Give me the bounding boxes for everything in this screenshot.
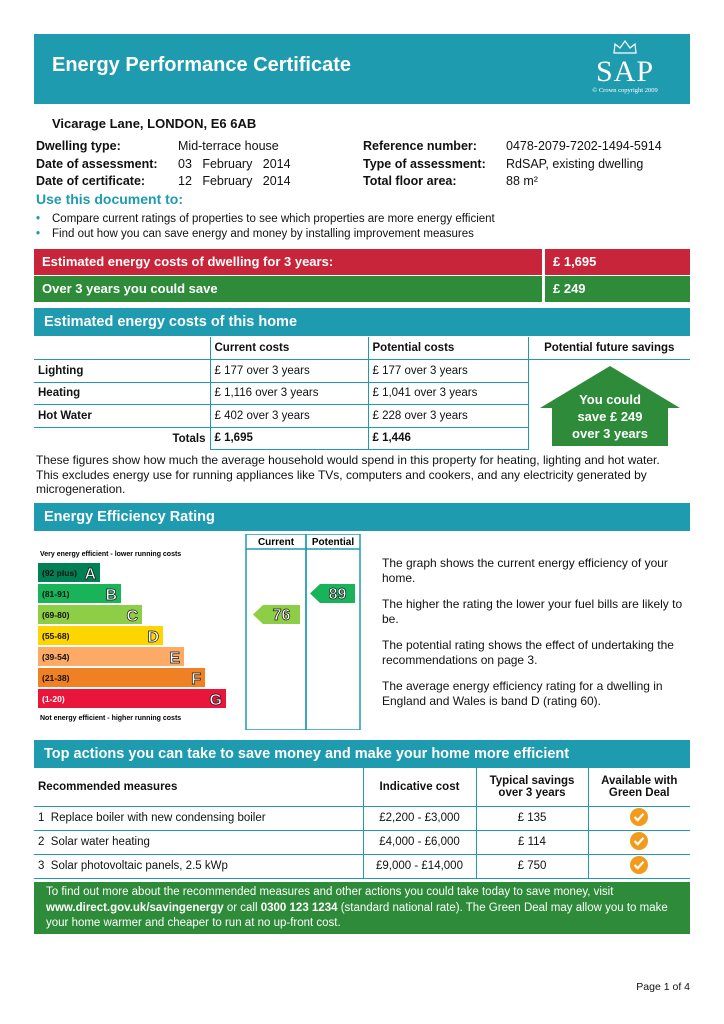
table-row: 1 Replace boiler with new condensing boiler £2,200 - £3,000 £ 135 (34, 806, 690, 830)
assessment-type-label: Type of assessment: (363, 156, 486, 171)
assessment-date-label: Date of assessment: (36, 156, 158, 171)
band-range-label: (81-91) (42, 589, 70, 599)
reference-label: Reference number: (363, 139, 477, 153)
estimated-cost-bar: Estimated energy costs of dwelling for 3 years: (34, 249, 542, 275)
phone-number: 0300 123 1234 (260, 901, 338, 914)
cost-note: These figures show how much the average household would spend in this property for heating, lighting and hot water. This excludes energy use for running appliances like TVs, computers and cookers, and any electricity generated by microgeneration. (36, 453, 660, 496)
assessment-type-value: RdSAP, existing dwelling (506, 156, 644, 171)
floor-area-label: Total floor area: (363, 174, 457, 188)
col-potential-costs: Potential costs (368, 337, 528, 360)
certificate-date-value: 12 February 2014 (178, 174, 291, 188)
table-row: Lighting £ 177 over 3 years £ 177 over 3 years (34, 360, 690, 383)
checkmark-icon (629, 807, 649, 827)
dwelling-type-label: Dwelling type: (36, 139, 121, 153)
potential-saving-bar: Over 3 years you could save (34, 276, 542, 302)
bullet-icon: • (36, 213, 41, 225)
use-document-heading: Use this document to: (36, 191, 184, 207)
property-address (36, 116, 256, 131)
energy-rating-graph (34, 534, 364, 730)
band-letter: A (84, 566, 96, 583)
col-current-costs: Current costs (210, 337, 368, 360)
table-row: 2 Solar water heating £4,000 - £6,000 £ 114 (34, 830, 690, 854)
savingenergy-link[interactable]: www.direct.gov.uk/savingenergy (46, 901, 224, 914)
savings-line-3: over 3 years (572, 426, 648, 441)
sap-logo-letters: SAP (595, 55, 655, 88)
rating-band-g (38, 689, 226, 708)
rating-chart (34, 534, 364, 730)
band-range-label: (39-54) (42, 652, 70, 662)
estimated-cost-value: £ 1,695 (545, 249, 690, 275)
table-row: Hot Water £ 402 over 3 years £ 228 over 3 years (34, 405, 690, 428)
band-letter: C (126, 608, 138, 625)
savings-line-2: save £ 249 (577, 409, 643, 424)
floor-area-value: 88 m² (506, 174, 538, 188)
reference-value: 0478-2079-7202-1494-5914 (506, 139, 662, 153)
crown-icon (612, 40, 638, 54)
reference-details (363, 138, 662, 191)
totals-row: Totals £ 1,695 £ 1,446 (34, 427, 690, 450)
dwelling-type-value: Mid-terrace house (178, 139, 279, 153)
certificate-date-label: Date of certificate: (36, 174, 146, 188)
actions-table (34, 768, 690, 879)
costs-heading: Estimated energy costs of this home (34, 308, 690, 336)
savings-house-graphic (540, 366, 680, 446)
list-item: • Compare current ratings of properties to see which properties are more energy efficient (36, 213, 495, 225)
sap-copyright: © Crown copyright 2009 (592, 87, 658, 94)
table-row: 3 Solar photovoltaic panels, 2.5 kWp £9,000 - £14,000 £ 750 (34, 854, 690, 878)
band-letter: G (209, 692, 222, 709)
rating-heading: Energy Efficiency Rating (34, 503, 690, 531)
col-typical-savings: Typical savings over 3 years (476, 768, 588, 806)
checkmark-icon (629, 831, 649, 851)
band-letter: F (191, 671, 201, 688)
col-green-deal: Available with Green Deal (588, 768, 690, 806)
band-letter: E (169, 650, 180, 667)
band-range-label: (92 plus) (42, 568, 77, 578)
table-row: Heating £ 1,116 over 3 years £ 1,041 over 3 years (34, 382, 690, 405)
potential-rating-value: 89 (328, 586, 347, 603)
page-title: Energy Performance Certificate (52, 54, 352, 76)
col-current-rating: Current (257, 537, 295, 548)
rating-bottom-label: Not energy efficient - higher running costs (40, 715, 182, 722)
rating-description: The graph shows the current energy efficiency of your home. The higher the rating the lower your fuel bills are likely to be. The potential rating shows the effect of undertaking the recommendations on page 3. The average energy efficiency rating for a dwelling in England and Wales is band D (rating 60). (382, 556, 683, 708)
page-number: Page 1 of 4 (636, 981, 690, 993)
current-rating-value: 76 (272, 607, 291, 624)
col-future-savings: Potential future savings (528, 337, 690, 360)
assessment-date-value: 03 February 2014 (178, 156, 291, 171)
col-indicative-cost: Indicative cost (363, 768, 476, 806)
checkmark-icon (629, 855, 649, 875)
band-letter: D (147, 629, 159, 646)
page-header (34, 34, 690, 104)
col-potential-rating: Potential (311, 537, 355, 548)
band-range-label: (1-20) (42, 694, 65, 704)
band-letter: B (105, 587, 117, 604)
band-range-label: (55-68) (42, 631, 70, 641)
band-range-label: (69-80) (42, 610, 70, 620)
more-info-box: To find out more about the recommended measures and other actions you could take today to save money, visit www.direct.gov.uk/savingenergy or call 0300 123 1234 (standard national rate). The Green Deal may allow you to make your home warmer and cheaper to run at no up-front cost. (34, 882, 690, 934)
list-item: • Find out how you can save energy and money by installing improvement measures (36, 228, 474, 240)
address-redaction-mark (36, 118, 52, 128)
band-range-label: (21-38) (42, 673, 70, 683)
use-document-list (36, 212, 495, 242)
address-text: Vicarage Lane, LONDON, E6 6AB (52, 116, 257, 131)
savings-line-1: You could (579, 392, 641, 407)
rating-top-label: Very energy efficient - lower running costs (40, 551, 182, 558)
actions-heading: Top actions you can take to save money and make your home more efficient (34, 740, 690, 768)
bullet-icon: • (36, 228, 41, 240)
dwelling-details (36, 138, 291, 191)
col-measures: Recommended measures (34, 768, 363, 806)
potential-saving-value: £ 249 (545, 276, 690, 302)
sap-logo (582, 40, 668, 98)
